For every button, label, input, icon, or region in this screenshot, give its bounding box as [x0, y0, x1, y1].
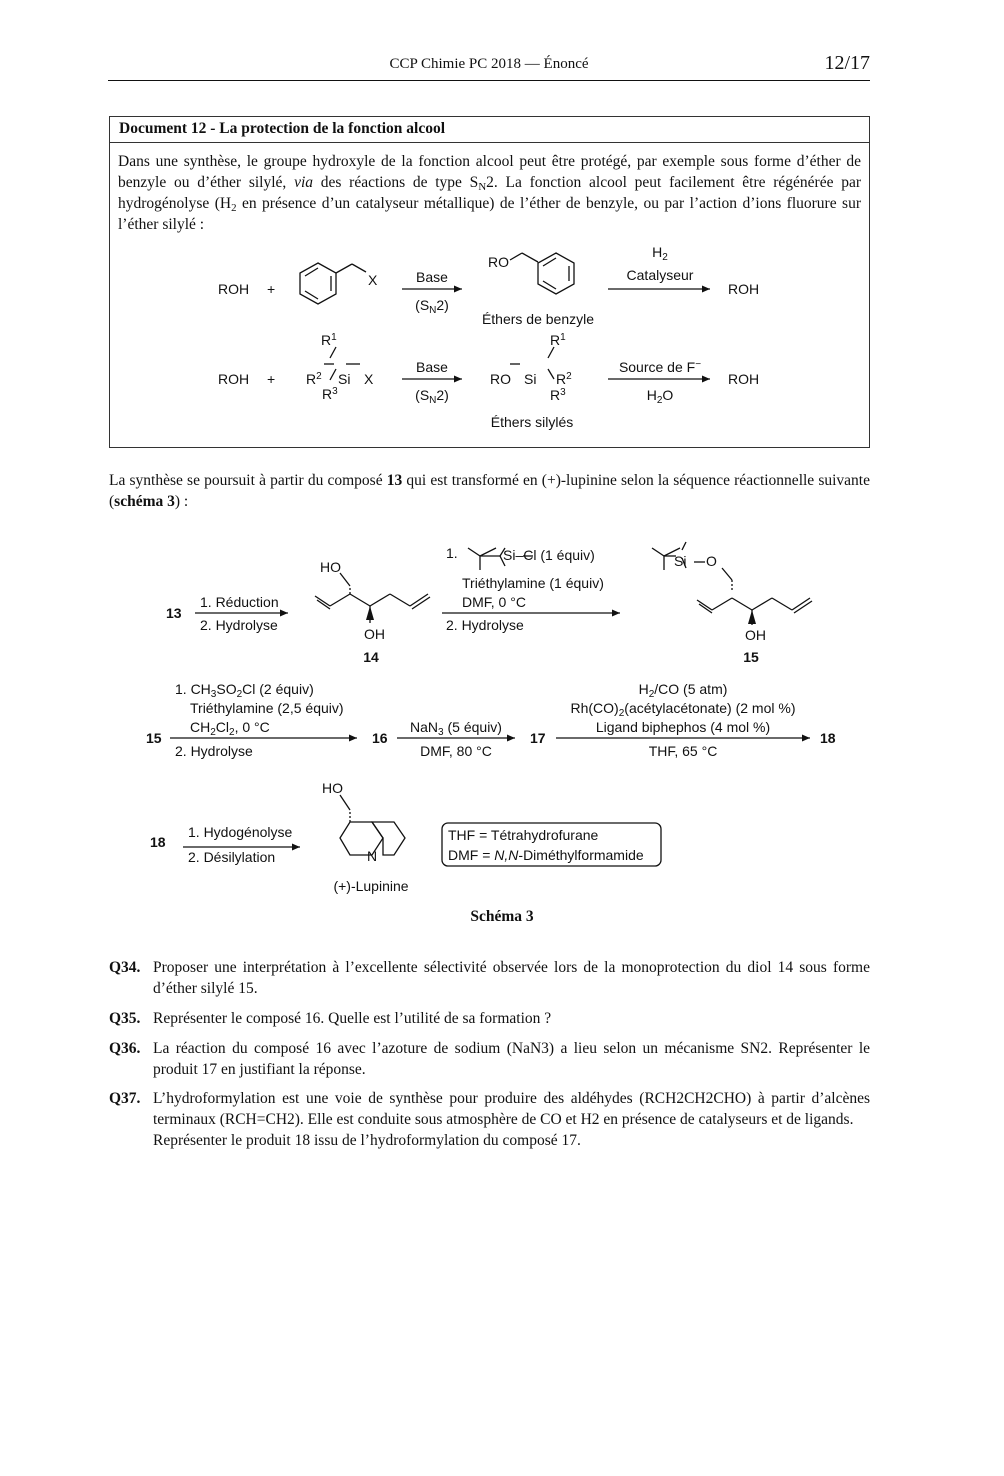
plus-sign-2: + [267, 371, 276, 387]
biphephos-ligand: Ligand biphephos (4 mol %) [595, 719, 771, 735]
doc-text-3: 2. La fonction alcool peut facilement être régénérée par hydrogénolyse (H [118, 174, 862, 212]
intro-paragraph [109, 470, 870, 512]
step-hydrolyse-1: 2. Hydrolyse [200, 617, 278, 633]
si-label-1: Si [338, 371, 351, 387]
question-q34 [109, 957, 870, 999]
n-label-lupinine: N [367, 848, 378, 864]
q36-number: Q36. [109, 1040, 141, 1057]
product-roh-2: ROH [728, 371, 760, 387]
reagent-roh-2: ROH [218, 371, 250, 387]
doc-text-via: via [294, 174, 313, 191]
page-number: 12/17 [824, 52, 870, 74]
r1-label-2: $R^1$ [550, 332, 566, 348]
r2-label-1: $R^2$ [306, 371, 322, 387]
header-title: CCP Chimie PC 2018 — Énoncé [389, 56, 589, 72]
o-label-15: O [706, 553, 717, 569]
q37-number: Q37. [109, 1090, 141, 1107]
ho-label-14: HO [320, 559, 341, 575]
leaving-group-x-1: X [368, 272, 378, 288]
r2-label-2: $R^2$ [556, 371, 572, 387]
thf-definition: THF = Tétrahydrofurane [448, 827, 599, 843]
document-12-box [109, 116, 870, 448]
q36-text: La réaction du composé 16 avec l’azoture de sodium (NaN3) a lieu selon un mécanisme SN2. Représenter le produit 17 en justifiant la réponse. [153, 1040, 870, 1078]
ro-group-1: RO [488, 254, 509, 270]
mscl-reagent: 1. $CH_3SO_2Cl$ (2 équiv) [175, 681, 314, 700]
question-q35 [109, 1008, 870, 1029]
sn2-label-2: $(S_N2)$ [415, 387, 449, 406]
compound-16-label: 16 [372, 730, 388, 746]
intro-text-1: La synthèse se poursuit à partir du composé [109, 472, 387, 489]
step-reduction: 1. Réduction [200, 594, 279, 610]
step-hydrolyse-2: 2. Hydrolyse [446, 617, 524, 633]
page-header [108, 54, 870, 81]
compound-14-label: 14 [363, 649, 379, 665]
dmf-definition: DMF = N,N-Diméthylformamide [448, 847, 644, 863]
intro-compound-13: 13 [386, 472, 403, 489]
step-hydrogenolyse: 1. Hydogénolyse [188, 824, 293, 840]
question-q37 [109, 1088, 870, 1151]
dmf-0c: DMF, 0 °C [462, 594, 526, 610]
step-1-label: 1. [446, 545, 458, 561]
protection-scheme [110, 247, 869, 447]
base-label-2: Base [416, 359, 448, 375]
compound-18-label: 18 [820, 730, 836, 746]
ch2cl2-0c: $CH_2Cl_2$, 0 °C [190, 719, 270, 738]
ro-group-2: RO [490, 371, 511, 387]
doc-text-4: en présence d’un catalyseur métallique) de l’éther de benzyle, ou par l’action d’ions fluorure sur l’éther silylé : [118, 195, 861, 233]
thf-65c: THF, 65 °C [648, 743, 718, 759]
h2o-label: $H_2O$ [646, 387, 674, 406]
ho-label-lupinine: HO [322, 780, 343, 796]
catalyseur-label: Catalyseur [626, 267, 694, 283]
q35-number: Q35. [109, 1010, 141, 1027]
document-12-text [110, 143, 869, 235]
doc-text-1: Dans une synthèse, le groupe hydroxyle de la fonction alcool peut être protégé, par exemple sous forme d’éther de benzyle ou d’éther silylé, [118, 153, 861, 191]
compound-17-label: 17 [530, 730, 546, 746]
q37-text-2: Représenter le produit 18 issu de l’hydroformylation du composé 17. [153, 1132, 581, 1149]
lupinine-label: (+)-Lupinine [333, 878, 409, 894]
doc-text-sub-n: N [478, 181, 487, 193]
tbscl-reagent: Si–Cl (1 équiv) [503, 547, 595, 563]
doc-text-sub-2: 2 [231, 202, 237, 214]
si-label-15: Si [674, 553, 687, 569]
scheme-3 [0, 530, 1004, 900]
label-ethers-benzyle: Éthers de benzyle [481, 311, 595, 327]
r1-label-1: $R^1$ [321, 332, 337, 348]
r3-label-1: $R^3$ [322, 386, 338, 402]
doc-text-2: des réactions de type S [313, 174, 479, 191]
product-roh-1: ROH [728, 281, 760, 297]
r3-label-2: $R^3$ [550, 387, 566, 403]
plus-sign-1: + [267, 281, 276, 297]
base-label-1: Base [416, 269, 448, 285]
question-q36 [109, 1038, 870, 1080]
sn2-label-1: $(S_N2)$ [415, 297, 449, 316]
oh-label-14: OH [364, 626, 385, 642]
oh-label-15: OH [745, 627, 766, 643]
compound-13-label: 13 [166, 605, 182, 621]
compound-18-row3: 18 [150, 834, 166, 850]
step-desilylation: 2. Désilylation [188, 849, 276, 865]
document-12-title: Document 12 - La protection de la fonction alcool [110, 117, 869, 143]
intro-text-3: ) : [174, 493, 189, 510]
h2co-reagent: $H_2/CO$ (5 atm) [638, 681, 728, 700]
h2-label: $H_2$ [652, 247, 668, 263]
q35-text: Représenter le composé 16. Quelle est l’utilité de sa formation ? [153, 1010, 552, 1027]
q37-text: L’hydroformylation est une voie de synthèse pour produire des aldéhydes (RCH2CH2CHO) à partir d’alcènes terminaux (RCH=CH2). Elle est conduite sous atmosphère de CO et H2 en présence de catalyseurs et de ligands. [153, 1090, 870, 1128]
label-ethers-silyles: Éthers silylés [490, 414, 574, 430]
q34-text: Proposer une interprétation à l’excellente sélectivité observée lors de la monoprotection du diol 14 sous forme d’éther silylé 15. [153, 959, 870, 997]
compound-15-label: 15 [743, 649, 759, 665]
compound-15-row2: 15 [146, 730, 162, 746]
intro-schema-ref: schéma 3 [114, 493, 175, 510]
leaving-group-x-2: X [364, 371, 374, 387]
triethylamine-25: Triéthylamine (2,5 équiv) [190, 700, 344, 716]
q34-number: Q34. [109, 959, 141, 976]
triethylamine-1: Triéthylamine (1 équiv) [462, 575, 604, 591]
intro-text-2: qui est transformé en (+)-lupinine selon la séquence réactionnelle suivante ( [109, 472, 870, 510]
dmf-80c: DMF, 80 °C [420, 743, 492, 759]
fluoride-source-label: Source de F− [618, 359, 702, 375]
rh-catalyst: $Rh(CO)_2(acétylacétonate)$ (2 mol %) [570, 700, 796, 719]
reagent-roh-1: ROH [218, 281, 250, 297]
scheme-3-caption: Schéma 3 [470, 908, 534, 925]
nan3-reagent: NaN$_3$ (5 équiv) [410, 719, 502, 738]
step-hydrolyse-3: 2. Hydrolyse [175, 743, 253, 759]
si-label-2: Si [524, 371, 537, 387]
